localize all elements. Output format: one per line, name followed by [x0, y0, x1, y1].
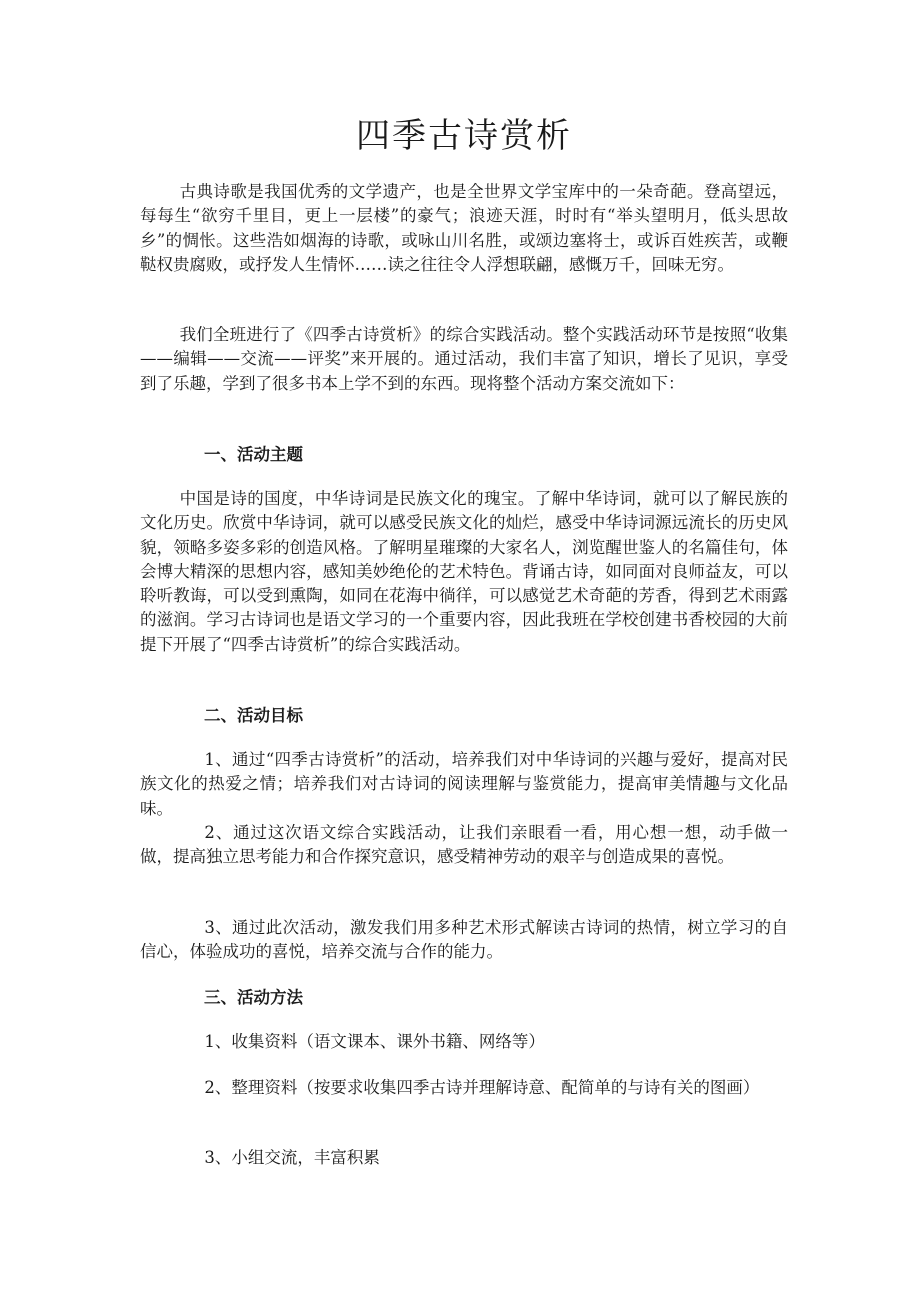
section-heading-theme: 一、活动主题: [204, 445, 303, 464]
intro-paragraph-2: 我们全班进行了《四季古诗赏析》的综合实践活动。整个实践活动环节是按照“收集——编辑——交流——评奖”来开展的。通过活动，我们丰富了知识，增长了见识，享受到了乐趣，学到了很多书本上学不到的东西。现将整个活动方案交流如下：: [140, 325, 788, 393]
method-item-3: 3、小组交流，丰富积累: [204, 1148, 380, 1167]
method-item-2: 2、整理资料（按要求收集四季古诗并理解诗意、配简单的与诗有关的图画）: [204, 1078, 760, 1097]
goal-item-2: 2、通过这次语文综合实践活动，让我们亲眼看一看，用心想一想，动手做一做，提高独立思考能力和合作探究意识，感受精神劳动的艰辛与创造成果的喜悦。: [140, 823, 788, 867]
document-title: 四季古诗赏析: [356, 116, 572, 156]
section-heading-methods: 三、活动方法: [204, 988, 303, 1007]
section-theme-paragraph: 中国是诗的国度，中华诗词是民族文化的瑰宝。了解中华诗词，就可以了解民族的文化历史。欣赏中华诗词，就可以感受民族文化的灿烂，感受中华诗词源远流长的历史风貌，领略多姿多彩的创造风格。了解明星璀璨的大家名人，浏览醒世鉴人的名篇佳句，体会博大精深的思想内容，感知美妙绝伦的艺术特色。背诵古诗，如同面对良师益友，可以聆听教诲，可以受到熏陶，如同在花海中徜徉，可以感觉艺术奇葩的芳香，得到艺术雨露的滋润。学习古诗词也是语文学习的一个重要内容，因此我班在学校创建书香校园的大前提下开展了“四季古诗赏析”的综合实践活动。: [140, 489, 788, 654]
method-item-1: 1、收集资料（语文课本、课外书籍、网络等）: [204, 1032, 545, 1051]
intro-paragraph-1: 古典诗歌是我国优秀的文学遗产，也是全世界文学宝库中的一朵奇葩。登高望远，每每生“欲穷千里目，更上一层楼”的豪气；浪迹天涯，时时有“举头望明月，低头思故乡”的惆怅。这些浩如烟海的诗歌，或咏山川名胜，或颂边塞将士，或诉百姓疾苦，或鞭鞑权贵腐败，或抒发人生情怀……读之往往令人浮想联翩，感慨万千，回味无穷。: [140, 182, 788, 274]
goal-item-3: 3、通过此次活动，激发我们用多种艺术形式解读古诗词的热情，树立学习的自信心，体验成功的喜悦，培养交流与合作的能力。: [140, 918, 788, 962]
goal-item-1: 1、通过“四季古诗赏析”的活动，培养我们对中华诗词的兴趣与爱好，提高对民族文化的热爱之情；培养我们对古诗词的阅读理解与鉴赏能力，提高审美情趣与文化品味。: [140, 750, 788, 818]
section-heading-goals: 二、活动目标: [204, 706, 303, 725]
